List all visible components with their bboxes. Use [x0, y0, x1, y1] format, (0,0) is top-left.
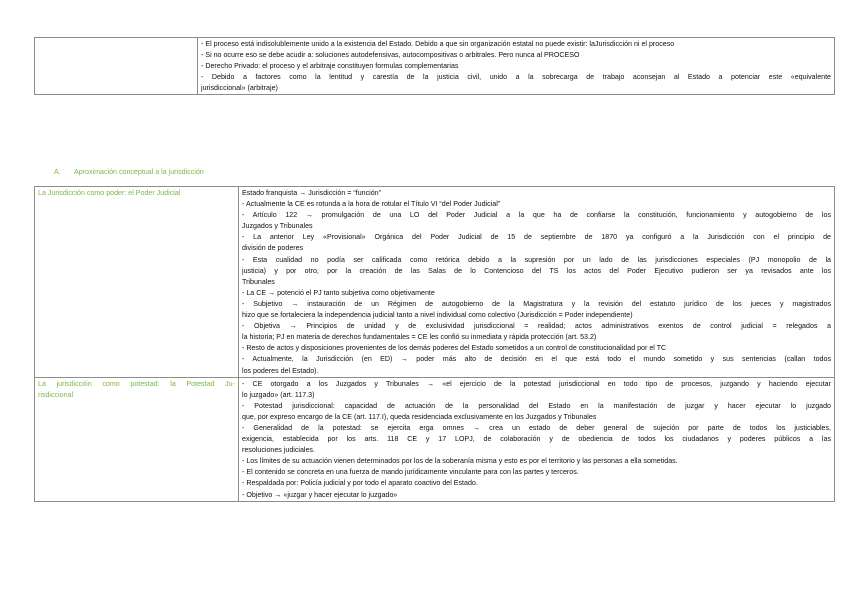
content-line: resoluciones judiciales. — [242, 446, 315, 455]
row-label: La Jurisdicción como poder: el Poder Judicial — [38, 189, 181, 197]
content-line: Tribunales — [242, 277, 275, 286]
table-label-cell — [35, 187, 239, 378]
section-title: Aproximación conceptual a la jurisdicción — [74, 168, 204, 176]
content-line: los poderes del Estado). — [242, 366, 319, 375]
content-line: justicia) y por otro, por la creación de las Salas de lo Contencioso del TS los actos del Poder Ejecutivo pudieron ser ya revisados ante los — [242, 266, 831, 275]
content-line: exigencia, establecida por los arts. 118 CE y 17 LOPJ, de colaboración y de obediencia de todos los ciudadanos y poderes públicos a las — [242, 435, 831, 444]
content-line: - Esta cualidad no podía ser calificada como retórica debido a la supresión por un lado de las jurisdicciones especiales (PJ monopolio de la — [242, 255, 831, 264]
content-line: - Subjetivo → instauración de un Régimen de autogobierno de la Magistratura y la revisión del estatuto jurídico de los jueces y magistrados — [242, 299, 831, 308]
content-line: la historia; PJ en materia de derechos fundamentales = CE les confió su inmediata y rápida protección (art. 53.2) — [242, 333, 597, 342]
section-number: A. — [54, 168, 61, 176]
table-label-cell — [35, 377, 239, 501]
content-line: lo juzgado» (art. 117.3) — [242, 390, 315, 399]
content-line: hizo que se fortaleciera la independencia judicial tanto a nivel individual como colectivo (Jurisdicción = Poder independiente) — [242, 311, 633, 320]
content-line: jurisdiccional» (arbitraje) — [201, 84, 278, 93]
jurisdiction-table — [34, 186, 835, 502]
content-line: - Objetivo → «juzgar y hacer ejecutar lo juzgado» — [242, 490, 398, 499]
content-line: - Los límites de su actuación vienen determinados por los de la soberanía misma y esto es por el territorio y las personas a ella sometidas. — [242, 457, 678, 466]
table-content-cell — [239, 377, 835, 501]
content-line: - Actualmente, la Jurisdicción (en ED) → poder más alto de decisión en el que está todo el mundo sometido y sus sentencias (callan todos — [242, 355, 831, 364]
row-label-line: risdiccional — [38, 390, 74, 399]
content-line: - Si no ocurre eso se debe acudir a: soluciones autodefensivas, autocompositivas o arbitrales. Pero nunca al PROCESO — [201, 51, 580, 60]
content-line: - Derecho Privado: el proceso y el arbitraje constituyen formulas complementarias — [201, 62, 459, 71]
content-line: - La CE → potenció el PJ tanto subjetiva como objetivamente — [242, 288, 435, 297]
section-heading — [54, 167, 204, 178]
content-line: - Generalidad de la potestad: se ejercita erga omnes → crea un estado de deber general de sujeción por parte de todos los justiciables, — [242, 423, 831, 432]
content-line: - Resto de actos y disposiciones provenientes de los demás poderes del Estado sometidos a un control de constitucionalidad por el TC — [242, 344, 667, 353]
content-line: - Actualmente la CE es rotunda a la hora de rotular el Título VI “del Poder Judicial” — [242, 200, 501, 209]
row-label-line: La jurisdicción como potestad: la Potestad Ju- — [38, 379, 235, 388]
content-line: - Artículo 122 → promulgación de una LO del Poder Judicial a la que ha de confiarse la constitución, funcionamiento y autogobierno de los — [242, 211, 831, 220]
table-row — [35, 187, 835, 378]
content-line: - El contenido se concreta en una fuerza de mando jurídicamente vinculante para con las partes y terceros. — [242, 468, 579, 477]
content-line: - El proceso está indisolublemente unido a la existencia del Estado. Debido a que sin organización estatal no puede existir: laJurisdicción ni el proceso — [201, 40, 675, 48]
table-label-cell — [35, 38, 198, 95]
table-content-cell — [239, 187, 835, 378]
content-line: que, por expreso encargo de la CE (art. 117.I), queda residenciada exclusivamente en los Juzgados y Tribunales — [242, 412, 597, 421]
table-row — [35, 38, 835, 95]
content-line: - Respaldada por: Policía judicial y por todo el aparato coactivo del Estado. — [242, 479, 478, 488]
content-line: - Potestad jurisdiccional: capacidad de actuación de la personalidad del Estado en la manifestación de juzgar y hacer ejecutar lo juzgado — [242, 401, 831, 410]
content-line: división de poderes — [242, 244, 304, 253]
content-line: - CE otorgado a los Juzgados y Tribunales → «el ejercicio de la potestad jurisdiccional en todo tipo de procesos, juzgando y haciendo ejecutar — [242, 379, 831, 388]
arbitration-table — [34, 37, 835, 95]
content-line: - La anterior Ley «Provisional» Orgánica del Poder Judicial de 15 de septiembre de 1870 ya configuró a la Jurisdicción con el principio de — [242, 233, 831, 242]
table-content-cell — [198, 38, 835, 95]
table-row — [35, 377, 835, 501]
content-line: - Debido a factores como la lentitud y carestía de la justicia civil, unido a la sobrecarga de trabajo aconsejan al Estado a potenciar este «equivalente — [201, 73, 831, 82]
content-line: Estado franquista → Jurisdicción = “función” — [242, 189, 381, 197]
content-line: - Objetiva → Principios de unidad y de exclusividad jurisdiccional = realidad; actos administrativos exentos de control judicial = relegados a — [242, 322, 831, 331]
content-line: Juzgados y Tribunales — [242, 222, 313, 231]
